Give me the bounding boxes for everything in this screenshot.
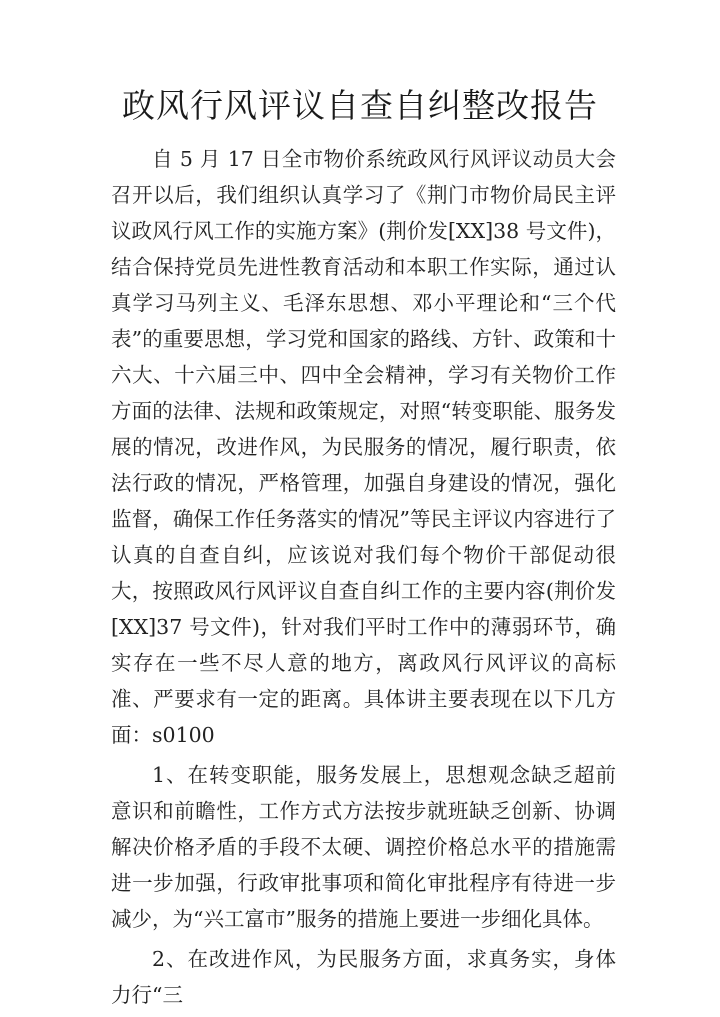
paragraph-intro: 自 5 月 17 日全市物价系统政风行风评议动员大会召开以后，我们组织认真学习了《荆门市物价局民主评议政风行风工作的实施方案》(荆价发[XX]38 号文件)，结合保持党员先进性教育活动和本职工作实际，通过认真学习马列主义、毛泽东思想、邓小平理论和“三个代表”的重要思想，学习党和国家的路线、方针、政策和十六大、十六届三中、四中全会精神，学习有关物价工作方面的法律、法规和政策规定，对照“转变职能、服务发展的情况，改进作风，为民服务的情况，履行职责，依法行政的情况，严格管理，加强自身建设的情况，强化监督，确保工作任务落实的情况”等民主评议内容进行了认真的自查自纠，应该说对我们每个物价干部促动很大，按照政风行风评议自查自纠工作的主要内容(荆价发[XX]37 号文件)，针对我们平时工作中的薄弱环节，确实存在一些不尽人意的地方，离政风行风评议的高标准、严要求有一定的距离。具体讲主要表现在以下几方面：s0100: [111, 147, 616, 747]
paragraph-item-1: 1、在转变职能，服务发展上，思想观念缺乏超前意识和前瞻性，工作方式方法按步就班缺乏创新、协调解决价格矛盾的手段不太硬、调控价格总水平的措施需进一步加强，行政审批事项和简化审批程序有待进一步减少，为“兴工富市”服务的措施上要进一步细化具体。: [111, 763, 616, 931]
document-title: 政风行风评议自查自纠整改报告: [122, 86, 598, 125]
document-body: [111, 141, 616, 1017]
paragraph-item-2: 2、在改进作风，为民服务方面，求真务实，身体力行“三: [111, 947, 616, 1007]
